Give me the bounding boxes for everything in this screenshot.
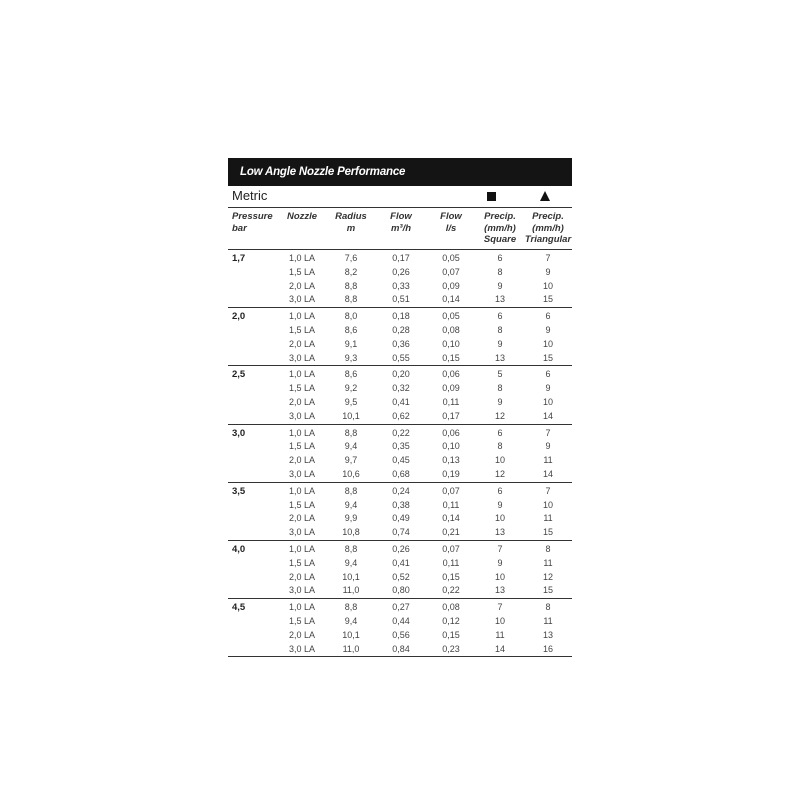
nozzle-cell: 3,0 LA (278, 293, 326, 307)
precip-square-cell: 8 (497, 383, 503, 394)
pressure-cell (228, 396, 278, 410)
precip-square-cell: 5 (497, 369, 503, 380)
table-row (228, 643, 572, 657)
precip-square-cell: 7 (497, 602, 503, 613)
flow-m3h-cell: 0,28 (392, 324, 410, 335)
precip-triangular-cell: 7 (545, 485, 551, 496)
table-row (228, 468, 572, 482)
table-row (228, 382, 572, 396)
pressure-cell (228, 526, 278, 540)
table-row (228, 266, 572, 280)
performance-table (228, 208, 572, 657)
precip-square-cell: 12 (476, 410, 524, 424)
precip-triangular-cell: 15 (524, 526, 572, 540)
unit-row (228, 186, 572, 208)
table-row (228, 366, 572, 382)
table-row (228, 584, 572, 598)
flow-ls-cell: 0,08 (442, 602, 460, 613)
flow-m3h-cell: 0,35 (392, 441, 410, 452)
nozzle-cell: 2,0 LA (288, 338, 316, 349)
pressure-cell: 1,7 (232, 253, 246, 264)
radius-cell: 9,7 (344, 455, 358, 466)
flow-ls-header-line: l/s (445, 222, 457, 234)
radius-cell: 9,1 (344, 338, 358, 349)
table-row (228, 615, 572, 629)
table-row (228, 526, 572, 540)
nozzle-cell: 1,5 LA (288, 266, 316, 277)
radius-cell: 8,8 (344, 280, 358, 291)
precip-triangular-header-line: Triangular (524, 234, 572, 245)
precip-square-cell: 13 (476, 293, 524, 307)
nozzle-cell: 2,0 LA (288, 513, 316, 524)
table-row (228, 293, 572, 307)
flow-m3h-cell: 0,26 (392, 543, 410, 554)
precip-square-cell: 13 (476, 526, 524, 540)
pressure-cell: 2,0 (232, 311, 246, 323)
table-row (228, 454, 572, 468)
flow-ls-cell: 0,10 (442, 441, 460, 452)
flow-m3h-cell: 0,20 (392, 369, 410, 380)
nozzle-cell: 2,0 LA (288, 280, 316, 291)
pressure-cell (228, 629, 278, 643)
table-row (228, 599, 572, 615)
table-row (228, 280, 572, 294)
precip-triangular-cell: 15 (524, 584, 572, 598)
precip-triangular-cell: 10 (542, 280, 553, 291)
nozzle-cell: 2,0 LA (288, 455, 316, 466)
precip-square-cell: 10 (494, 513, 505, 524)
radius-cell: 10,1 (326, 410, 376, 424)
flow-m3h-cell: 0,44 (392, 615, 410, 626)
precip-square-cell: 13 (476, 352, 524, 366)
unit-label: Metric (232, 188, 268, 203)
precip-square-cell: 14 (476, 643, 524, 657)
precip-square-cell: 7 (497, 543, 503, 554)
flow-ls-cell: 0,19 (426, 468, 476, 482)
flow-ls-cell: 0,10 (442, 338, 460, 349)
flow-m3h-cell: 0,24 (392, 485, 410, 496)
precip-square-cell: 8 (497, 441, 503, 452)
flow-m3h-cell: 0,74 (376, 526, 426, 540)
nozzle-cell: 1,0 LA (288, 602, 316, 613)
radius-cell: 10,8 (326, 526, 376, 540)
precip-triangular-cell: 10 (542, 338, 553, 349)
precip-square-header-line: Square (483, 234, 517, 245)
precip-triangular-cell: 8 (545, 543, 551, 554)
precip-triangular-cell: 7 (545, 427, 551, 438)
table-header (228, 208, 572, 250)
flow-m3h-cell: 0,33 (392, 280, 410, 291)
precip-square-cell: 11 (495, 629, 505, 640)
square-spacing-icon (487, 192, 496, 201)
table-row (228, 440, 572, 454)
flow-m3h-header-line: m³/h (390, 222, 412, 234)
flow-m3h-cell: 0,26 (392, 266, 410, 277)
flow-ls-cell: 0,22 (426, 584, 476, 598)
nozzle-cell: 3,0 LA (278, 526, 326, 540)
radius-header-line: m (346, 222, 356, 234)
nozzle-cell: 1,0 LA (288, 543, 316, 554)
flow-ls-cell: 0,07 (442, 266, 460, 277)
table-row (228, 308, 572, 324)
nozzle-cell: 1,5 LA (288, 557, 316, 568)
flow-ls-cell: 0,06 (442, 427, 460, 438)
table-row (228, 352, 572, 366)
precip-square-cell: 6 (497, 311, 503, 322)
precip-square-cell: 10 (494, 615, 505, 626)
nozzle-cell: 1,5 LA (288, 499, 316, 510)
radius-cell: 9,2 (344, 383, 358, 394)
flow-m3h-header-line: Flow (390, 211, 412, 222)
flow-ls-cell: 0,11 (442, 396, 460, 407)
flow-ls-cell: 0,11 (442, 557, 460, 568)
flow-m3h-cell: 0,41 (392, 396, 410, 407)
nozzle-header (278, 208, 326, 250)
flow-ls-cell: 0,05 (442, 311, 460, 322)
nozzle-cell: 1,0 LA (288, 311, 316, 322)
precip-triangular-cell: 14 (524, 410, 572, 424)
table-row (228, 338, 572, 352)
nozzle-cell: 2,0 LA (288, 629, 316, 640)
nozzle-cell: 1,0 LA (288, 427, 316, 438)
precip-square-cell: 10 (494, 571, 505, 582)
nozzle-cell: 1,0 LA (288, 369, 316, 380)
pressure-cell (228, 615, 278, 629)
precip-square-header-line: Precip. (484, 211, 516, 222)
pressure-cell (228, 584, 278, 598)
precip-triangular-cell: 6 (545, 369, 551, 380)
flow-m3h-cell: 0,55 (376, 352, 426, 366)
pressure-cell (228, 468, 278, 482)
radius-cell: 8,8 (344, 543, 358, 554)
precip-triangular-cell: 10 (542, 499, 553, 510)
table-row (228, 512, 572, 526)
radius-cell: 9,4 (344, 615, 358, 626)
nozzle-performance-table-card (228, 158, 572, 657)
nozzle-cell: 1,5 LA (288, 615, 316, 626)
precip-triangular-cell: 12 (542, 571, 553, 582)
precip-triangular-cell: 8 (545, 602, 551, 613)
precip-square-cell: 8 (497, 266, 503, 277)
precip-square-cell: 13 (476, 584, 524, 598)
precip-triangular-cell: 15 (524, 293, 572, 307)
table-body (228, 250, 572, 657)
nozzle-cell: 1,5 LA (288, 383, 316, 394)
pressure-cell (228, 280, 278, 294)
radius-cell: 9,9 (344, 513, 358, 524)
precip-triangular-cell: 9 (545, 441, 551, 452)
flow-m3h-header (376, 208, 426, 250)
flow-m3h-cell: 0,45 (392, 455, 410, 466)
precip-triangular-cell: 11 (543, 513, 553, 524)
flow-ls-cell: 0,14 (442, 513, 460, 524)
flow-ls-cell: 0,13 (442, 455, 460, 466)
table-row (228, 629, 572, 643)
flow-ls-cell: 0,09 (442, 280, 460, 291)
nozzle-cell: 2,0 LA (288, 571, 316, 582)
pressure-cell: 3,0 (232, 427, 246, 439)
nozzle-cell: 1,0 LA (288, 253, 316, 263)
precip-triangular-cell: 13 (542, 629, 553, 640)
pressure-cell (228, 410, 278, 424)
flow-ls-cell: 0,07 (442, 485, 460, 496)
table-row (228, 410, 572, 424)
flow-m3h-cell: 0,51 (376, 293, 426, 307)
flow-ls-cell: 0,08 (442, 324, 460, 335)
nozzle-cell: 1,5 LA (288, 441, 316, 452)
pressure-cell (228, 266, 278, 280)
precip-square-cell: 9 (497, 280, 503, 291)
precip-square-header (476, 208, 524, 250)
nozzle-cell: 3,0 LA (278, 468, 326, 482)
precip-triangular-cell: 14 (524, 468, 572, 482)
nozzle-header-line: Nozzle (286, 211, 318, 222)
pressure-cell (228, 512, 278, 526)
flow-m3h-cell: 0,36 (392, 338, 410, 349)
precip-triangular-header (524, 208, 572, 250)
flow-ls-cell: 0,06 (442, 369, 460, 380)
pressure-cell (228, 324, 278, 338)
precip-square-cell: 9 (497, 396, 503, 407)
radius-cell: 9,3 (326, 352, 376, 366)
precip-triangular-cell: 11 (543, 557, 553, 568)
radius-cell: 9,4 (344, 441, 358, 452)
flow-ls-header-line: Flow (440, 211, 462, 222)
precip-triangular-cell: 9 (545, 324, 551, 335)
flow-m3h-cell: 0,18 (392, 311, 410, 322)
precip-triangular-cell: 6 (545, 311, 551, 322)
flow-m3h-cell: 0,32 (392, 383, 410, 394)
table-row (228, 424, 572, 440)
radius-cell: 8,8 (326, 293, 376, 307)
precip-triangular-header-line: (mm/h) (532, 222, 564, 234)
table-row (228, 482, 572, 498)
flow-m3h-cell: 0,49 (392, 513, 410, 524)
flow-ls-cell: 0,21 (426, 526, 476, 540)
precip-triangular-header-line: Precip. (532, 211, 564, 222)
flow-m3h-cell: 0,68 (376, 468, 426, 482)
nozzle-cell: 1,0 LA (288, 485, 316, 496)
flow-m3h-cell: 0,84 (376, 643, 426, 657)
precip-triangular-cell: 7 (545, 253, 551, 263)
flow-m3h-cell: 0,17 (392, 253, 410, 263)
pressure-cell: 4,0 (232, 543, 246, 555)
flow-ls-cell: 0,07 (442, 543, 460, 554)
flow-ls-cell: 0,17 (426, 410, 476, 424)
pressure-cell (228, 352, 278, 366)
radius-cell: 9,5 (344, 396, 358, 407)
precip-square-cell: 6 (497, 253, 503, 263)
flow-ls-cell: 0,05 (442, 253, 460, 263)
flow-m3h-cell: 0,62 (376, 410, 426, 424)
precip-triangular-cell: 9 (545, 383, 551, 394)
table-row (228, 250, 572, 266)
radius-cell: 8,2 (344, 266, 358, 277)
radius-cell: 7,6 (344, 253, 358, 263)
table-row (228, 324, 572, 338)
pressure-cell (228, 338, 278, 352)
flow-ls-cell: 0,12 (442, 615, 460, 626)
flow-m3h-cell: 0,52 (392, 571, 410, 582)
precip-triangular-cell: 16 (524, 643, 572, 657)
precip-square-header-line: (mm/h) (484, 222, 516, 234)
radius-cell: 10,1 (342, 571, 360, 582)
nozzle-cell: 3,0 LA (278, 410, 326, 424)
precip-square-cell: 10 (494, 455, 505, 466)
radius-cell: 8,0 (344, 311, 358, 322)
pressure-cell: 3,5 (232, 485, 246, 497)
pressure-cell: 4,5 (232, 602, 246, 614)
flow-ls-cell: 0,15 (442, 629, 460, 640)
radius-cell: 8,8 (344, 427, 358, 438)
precip-triangular-cell: 10 (542, 396, 553, 407)
nozzle-cell: 3,0 LA (278, 643, 326, 657)
nozzle-cell: 2,0 LA (288, 396, 316, 407)
radius-cell: 10,6 (326, 468, 376, 482)
radius-header (326, 208, 376, 250)
flow-ls-cell: 0,14 (426, 293, 476, 307)
flow-m3h-cell: 0,38 (392, 499, 410, 510)
precip-triangular-cell: 11 (543, 615, 553, 626)
radius-cell: 9,4 (344, 557, 358, 568)
nozzle-cell: 3,0 LA (278, 584, 326, 598)
precip-triangular-cell: 11 (543, 455, 553, 466)
pressure-cell (228, 440, 278, 454)
flow-m3h-cell: 0,80 (376, 584, 426, 598)
flow-ls-cell: 0,15 (426, 352, 476, 366)
radius-header-line: Radius (335, 211, 367, 222)
flow-m3h-cell: 0,27 (392, 602, 410, 613)
radius-cell: 11,0 (326, 643, 376, 657)
nozzle-cell: 3,0 LA (278, 352, 326, 366)
table-row (228, 396, 572, 410)
flow-ls-header (426, 208, 476, 250)
flow-m3h-cell: 0,56 (392, 629, 410, 640)
radius-cell: 9,4 (344, 499, 358, 510)
table-row (228, 540, 572, 556)
pressure-header-line: Pressure (232, 211, 273, 222)
radius-cell: 10,1 (342, 629, 360, 640)
flow-m3h-cell: 0,41 (392, 557, 410, 568)
radius-cell: 11,0 (326, 584, 376, 598)
table-row (228, 499, 572, 513)
pressure-header-line: bar (232, 222, 247, 234)
nozzle-cell: 1,5 LA (288, 324, 316, 335)
precip-square-cell: 9 (497, 338, 503, 349)
flow-ls-cell: 0,11 (442, 499, 460, 510)
radius-cell: 8,6 (344, 324, 358, 335)
precip-square-cell: 9 (497, 557, 503, 568)
precip-square-cell: 6 (497, 427, 503, 438)
table-row (228, 571, 572, 585)
flow-ls-cell: 0,09 (442, 383, 460, 394)
precip-square-cell: 8 (497, 324, 503, 335)
pressure-cell (228, 293, 278, 307)
precip-square-cell: 6 (497, 485, 503, 496)
pressure-cell (228, 382, 278, 396)
precip-square-cell: 9 (497, 499, 503, 510)
flow-ls-cell: 0,23 (426, 643, 476, 657)
table-row (228, 557, 572, 571)
pressure-cell (228, 499, 278, 513)
precip-square-cell: 12 (476, 468, 524, 482)
precip-triangular-cell: 15 (524, 352, 572, 366)
flow-ls-cell: 0,15 (442, 571, 460, 582)
radius-cell: 8,8 (344, 602, 358, 613)
flow-m3h-cell: 0,22 (392, 427, 410, 438)
pressure-cell (228, 571, 278, 585)
pressure-header (228, 208, 278, 250)
precip-triangular-cell: 9 (545, 266, 551, 277)
radius-cell: 8,6 (344, 369, 358, 380)
pressure-cell (228, 454, 278, 468)
pressure-cell (228, 643, 278, 657)
pressure-cell: 2,5 (232, 369, 246, 381)
table-title: Low Angle Nozzle Performance (228, 158, 572, 186)
radius-cell: 8,8 (344, 485, 358, 496)
pressure-cell (228, 557, 278, 571)
triangle-spacing-icon (540, 191, 550, 201)
